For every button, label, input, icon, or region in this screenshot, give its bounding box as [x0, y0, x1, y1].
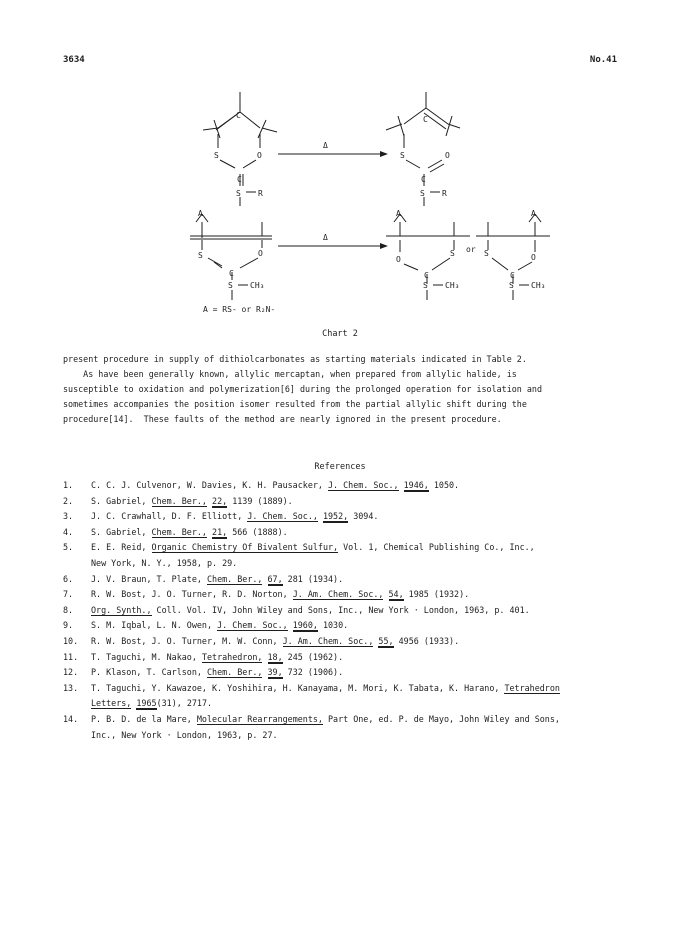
atom-s: S	[423, 281, 428, 290]
reaction-scheme	[0, 0, 680, 320]
reference-number: 14.	[63, 713, 79, 724]
atom-o: O	[445, 151, 450, 160]
reference-number: 6.	[63, 573, 74, 584]
atom-c: C	[236, 111, 241, 120]
paragraph-line: present procedure in supply of dithiolcarbonates as starting materials indicated in Table 2.	[63, 354, 527, 364]
reference-number: 7.	[63, 589, 74, 600]
reference-authors: P. B. D. de la Mare,	[91, 713, 197, 724]
reference-number: 13.	[63, 682, 79, 693]
reference-text: New York, N. Y., 1958, p. 29.	[91, 557, 238, 568]
reference-journal: Chem. Ber.,	[151, 526, 207, 537]
reference-journal: Letters,	[91, 698, 132, 709]
reference-volume: 67,	[267, 573, 283, 584]
methyl-label: CH₃	[531, 281, 546, 290]
reference-item	[63, 478, 623, 494]
reference-journal: J. Chem. Soc.,	[327, 480, 399, 490]
atom-o: O	[396, 255, 401, 264]
reference-text	[399, 480, 404, 490]
reference-text: Coll. Vol. IV, John Wiley and Sons, Inc., New York · London, 1963, p. 401.	[151, 604, 530, 615]
reference-journal: Org. Synth.,	[91, 604, 152, 615]
atom-o: O	[531, 253, 536, 262]
paragraph-line: As have been generally known, allylic mercaptan, when prepared from allylic halide, is	[63, 369, 517, 379]
reference-journal: Tetrahedron,	[201, 651, 263, 662]
scheme-legend: A = RS- or R₂N-	[203, 305, 276, 314]
reference-text: 3094.	[348, 511, 379, 522]
reference-item	[63, 618, 623, 634]
reference-text: (31), 2717.	[156, 698, 213, 709]
reference-text: 4956 (1933).	[393, 635, 460, 646]
paragraph-line: procedure[14]. These faults of the method are nearly ignored in the present procedure.	[63, 414, 502, 424]
reference-authors: S. Gabriel,	[91, 526, 152, 537]
reference-number: 1.	[63, 480, 74, 490]
atom-c: C	[421, 175, 426, 184]
atom-s: S	[420, 189, 425, 198]
atom-s: S	[400, 151, 405, 160]
atom-c: C	[510, 271, 515, 280]
reference-item	[63, 540, 623, 571]
reference-authors: T. Taguchi, M. Nakao,	[91, 651, 202, 662]
reference-volume: 1946,	[403, 480, 429, 490]
reference-volume: 1965	[136, 698, 157, 709]
reference-text	[262, 667, 267, 677]
reference-list	[63, 478, 623, 743]
reference-authors: P. Klason, T. Carlson,	[91, 667, 207, 678]
atom-c: C	[424, 271, 429, 280]
reference-item	[63, 634, 623, 650]
atom-s: S	[484, 249, 489, 258]
atom-s: S	[228, 281, 233, 290]
reference-journal: Molecular Rearrangements,	[196, 713, 323, 724]
atom-c: C	[423, 115, 428, 124]
reference-journal: Chem. Ber.,	[206, 667, 263, 678]
chart-caption: Chart 2	[322, 329, 358, 339]
atom-a: A	[531, 209, 536, 218]
arrow-label-heat: Δ	[323, 233, 328, 242]
atom-a: A	[198, 209, 203, 218]
reference-volume: 1960,	[292, 620, 318, 631]
reference-volume: 39,	[267, 667, 283, 678]
methyl-label: CH₃	[250, 281, 265, 290]
reference-number: 2.	[63, 495, 74, 506]
reference-text	[288, 620, 293, 630]
reference-item	[63, 587, 623, 603]
reference-authors: T. Taguchi, Y. Kawazoe, K. Yoshihira, H. Kanayama, M. Mori, K. Tabata, K. Harano,	[91, 682, 505, 693]
reference-text: 245 (1962).	[282, 651, 344, 662]
reference-number: 10.	[63, 635, 79, 646]
reference-journal: Chem. Ber.,	[151, 495, 207, 506]
reference-text	[383, 589, 388, 599]
issue-number: No.41	[589, 55, 617, 65]
reference-number: 3.	[63, 511, 74, 522]
reference-item	[63, 665, 623, 681]
reference-text: Part One, ed. P. de Mayo, John Wiley and Sons,	[322, 713, 560, 724]
page-number: 3634	[63, 55, 85, 65]
reference-volume: 21,	[212, 526, 228, 537]
atom-c: C	[237, 175, 242, 184]
atom-s: S	[214, 151, 219, 160]
reference-authors: S. Gabriel,	[91, 495, 152, 506]
reference-number: 9.	[63, 620, 74, 631]
atom-r: R	[442, 189, 447, 198]
reference-journal: J. Chem. Soc.,	[217, 620, 288, 631]
reference-text: 1139 (1889).	[227, 495, 293, 506]
reference-item	[63, 681, 623, 712]
reference-authors: C. C. J. Culvenor, W. Davies, K. H. Pausacker,	[91, 480, 328, 490]
arrow-label-heat: Δ	[323, 141, 328, 150]
paragraph-line: susceptible to oxidation and polymerization[6] during the prolonged operation for isolation and	[63, 384, 543, 394]
reference-number: 5.	[63, 542, 74, 553]
reference-authors: S. M. Iqbal, L. N. Owen,	[91, 620, 218, 631]
reference-authors: J. V. Braun, T. Plate,	[91, 573, 207, 584]
reference-item	[63, 712, 623, 743]
atom-a: A	[396, 209, 401, 218]
reference-authors: R. W. Bost, J. O. Turner, R. D. Norton,	[91, 589, 293, 600]
reference-text	[262, 652, 267, 662]
atom-r: R	[258, 189, 263, 198]
reference-number: 8.	[63, 604, 74, 615]
reference-volume: 55,	[378, 635, 394, 646]
reference-text: 732 (1906).	[282, 667, 344, 678]
reference-text: Inc., New York · London, 1963, p. 27.	[91, 729, 278, 740]
reference-text: 1985 (1932).	[403, 589, 470, 600]
atom-s: S	[236, 189, 241, 198]
reference-text: 566 (1888).	[227, 526, 288, 537]
reference-item	[63, 603, 623, 619]
atom-s: S	[450, 249, 455, 258]
reference-item	[63, 525, 623, 541]
reference-journal: J. Am. Chem. Soc.,	[292, 589, 384, 600]
reference-item	[63, 572, 623, 588]
reference-journal: J. Am. Chem. Soc.,	[282, 635, 374, 646]
reference-text: 281 (1934).	[282, 573, 344, 584]
reference-volume: 1952,	[322, 511, 349, 522]
reference-volume: 18,	[267, 651, 283, 662]
atom-s: S	[509, 281, 514, 290]
reference-item	[63, 509, 623, 525]
reference-journal: Chem. Ber.,	[206, 573, 263, 584]
reference-text: 1030.	[317, 620, 349, 631]
reference-authors: J. C. Crawhall, D. F. Elliott,	[91, 511, 248, 522]
reference-text: Vol. 1, Chemical Publishing Co., Inc.,	[338, 542, 535, 553]
reference-text	[262, 574, 267, 584]
atom-o: O	[258, 249, 263, 258]
atom-c: C	[229, 269, 234, 278]
reference-volume: 22,	[212, 495, 228, 506]
reference-authors: E. E. Reid,	[91, 542, 152, 553]
reference-item	[63, 650, 623, 666]
reference-volume: 54,	[388, 589, 404, 600]
methyl-label: CH₃	[445, 281, 460, 290]
reference-journal: J. Chem. Soc.,	[247, 511, 318, 522]
reference-number: 12.	[63, 667, 79, 678]
reference-journal: Organic Chemistry Of Bivalent Sulfur,	[151, 542, 339, 553]
reference-number: 4.	[63, 526, 74, 537]
reference-text: 1050.	[428, 480, 460, 490]
paragraph-line: sometimes accompanies the position isomer resulted from the partial allylic shift during the	[63, 399, 527, 409]
reference-item	[63, 494, 623, 510]
atom-s: S	[198, 251, 203, 260]
or-label: or	[466, 245, 476, 254]
atom-o: O	[257, 151, 262, 160]
reference-number: 11.	[63, 651, 79, 662]
reference-authors: R. W. Bost, J. O. Turner, M. W. Conn,	[91, 635, 283, 646]
references-heading: References	[314, 462, 366, 472]
reference-journal: Tetrahedron	[504, 682, 560, 693]
